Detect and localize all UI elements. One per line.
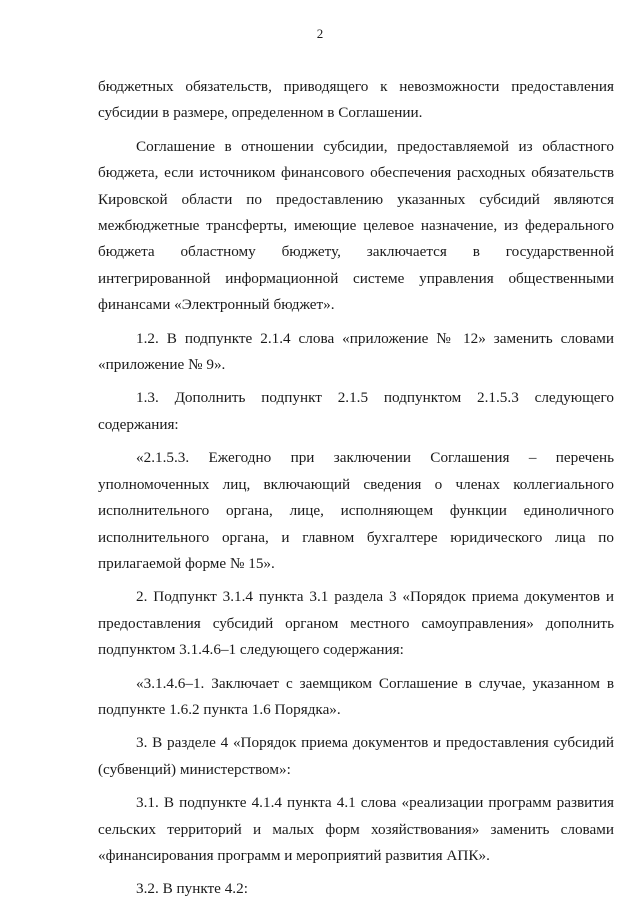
paragraph-3-2: 3.2. В пункте 4.2: <box>136 880 248 898</box>
paragraph-3: 3. В разделе 4 «Порядок приема документов и предоставления субсидий (субвенций) министерством»: <box>98 734 614 778</box>
paragraph-1-3: 1.3. Дополнить подпункт 2.1.5 подпунктом 2.1.5.3 следующего содержания: <box>98 389 614 433</box>
paragraph-3-1-4-6-1: «3.1.4.6–1. Заключает с заемщиком Соглашение в случае, указанном в подпункте 1.6.2 пункта 1.6 Порядка». <box>98 674 614 718</box>
paragraph-agreement-electronic-budget: Соглашение в отношении субсидии, предоставляемой из областного бюджета, если источником финансового обеспечения расходных обязательств Кировской области по предоставлению указанных субсидий являются межбюджетные трансферты, имеющие целевое назначение, из федерального бюджета областному бюджету, заключается в государственной интегрированной информационной системе управления общественными финансами «Электронный бюджет». <box>98 137 614 314</box>
document-body <box>98 74 614 903</box>
paragraph-2: 2. Подпункт 3.1.4 пункта 3.1 раздела 3 «Порядок приема документов и предоставления субсидий органом местного самоуправления» дополнить подпунктом 3.1.4.6–1 следующего содержания: <box>98 588 614 659</box>
paragraph-3-1: 3.1. В подпункте 4.1.4 пункта 4.1 слова «реализации программ развития сельских территорий и малых форм хозяйствования» заменить словами «финансирования программ и мероприятий развития АПК». <box>98 794 614 864</box>
paragraph-1-2: 1.2. В подпункте 2.1.4 слова «приложение № 12» заменить словами «приложение № 9». <box>98 329 614 374</box>
paragraph-continuation: бюджетных обязательств, приводящего к невозможности предоставления субсидии в размере, определенном в Соглашении. <box>98 78 614 122</box>
page-number: 2 <box>316 26 324 41</box>
paragraph-2-1-5-3: «2.1.5.3. Ежегодно при заключении Соглашения – перечень уполномоченных лиц, включающий сведения о членах коллегиального исполнительного органа, лице, исполняющем функции единоличного исполнительного органа, и главном бухгалтере юридического лица по прилагаемой форме № 15». <box>98 449 614 572</box>
